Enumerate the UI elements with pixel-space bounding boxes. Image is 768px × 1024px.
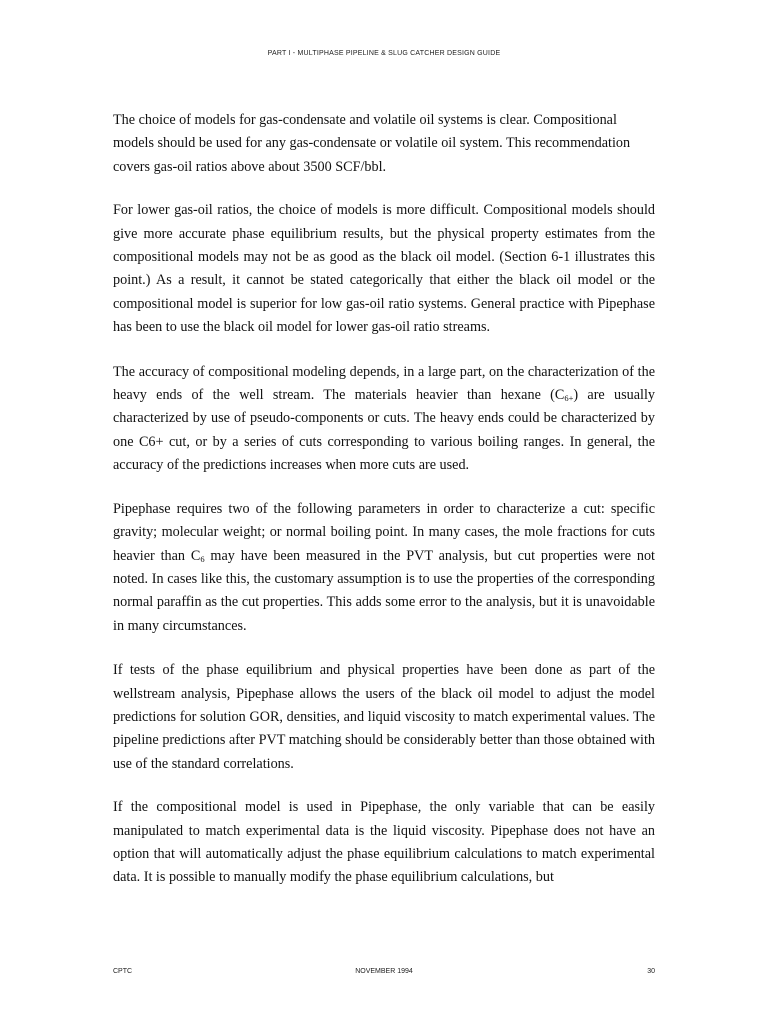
footer-date: NOVEMBER 1994 bbox=[355, 968, 413, 975]
subscript: 6 bbox=[200, 553, 205, 564]
footer-organization: CPTC bbox=[113, 968, 133, 975]
paragraph-cut-parameters bbox=[113, 498, 655, 638]
running-header: PART I - MULTIPHASE PIPELINE & SLUG CATCHER DESIGN GUIDE bbox=[267, 50, 501, 57]
paragraph-text-part: The accuracy of compositional modeling depends, in a large part, on the characterization of the heavy ends of the well stream. The materials heavier than hexane (C bbox=[113, 363, 655, 404]
paragraph-model-choice: The choice of models for gas-condensate and volatile oil systems is clear. Compositional models should be used for any gas-condensate or volatile oil system. This recommendation covers gas-oil ratios above about 3500 SCF/bbl. bbox=[113, 112, 631, 175]
paragraph-pvt-matching: If tests of the phase equilibrium and physical properties have been done as part of the wellstream analysis, Pipephase allows the users of the black oil model to adjust the model predictions for solution GOR, densities, and liquid viscosity to match experimental values. The pipeline predictions after PVT matching should be considerably better than those obtained with use of the standard correlations. bbox=[113, 662, 655, 772]
page-number: 30 bbox=[647, 968, 655, 975]
paragraph-text-part: may have been measured in the PVT analysis, but cut properties were not noted. In cases like this, the customary assumption is to use the properties of the corresponding normal paraffin as the cut properties. This adds some error to the analysis, but it is unavoidable in many circumstances. bbox=[113, 547, 655, 634]
subscript: 6+ bbox=[564, 393, 574, 404]
paragraph-compositional-accuracy bbox=[113, 361, 655, 478]
paragraph-lower-gor: For lower gas-oil ratios, the choice of models is more difficult. Compositional models should give more accurate phase equilibrium results, but the physical property estimates from the compositional models may not be as good as the black oil model. (Section 6-1 illustrates this point.) As a result, it cannot be stated categorically that either the black oil model or the compositional model is superior for low gas-oil ratio systems. General practice with Pipephase has been to use the black oil model for lower gas-oil ratio streams. bbox=[113, 202, 655, 336]
document-body bbox=[113, 109, 655, 910]
paragraph-text-part: Pipephase requires two of the following parameters in order to characterize a cut: specific gravity; molecular weight; or normal boiling point. In many cases, the mole fractions for cuts heavier than C bbox=[113, 500, 655, 564]
paragraph-text-part: ) are usually characterized by use of pseudo-components or cuts. The heavy ends could be characterized by one C6+ cut, or by a series of cuts corresponding to various boiling ranges. In general, the accuracy of the predictions increases when more cuts are used. bbox=[113, 387, 655, 474]
paragraph-compositional-viscosity: If the compositional model is used in Pipephase, the only variable that can be easily manipulated to match experimental data is the liquid viscosity. Pipephase does not have an option that will automatically adjust the phase equilibrium calculations to match experimental data. It is possible to manually modify the phase equilibrium calculations, but bbox=[113, 799, 655, 886]
